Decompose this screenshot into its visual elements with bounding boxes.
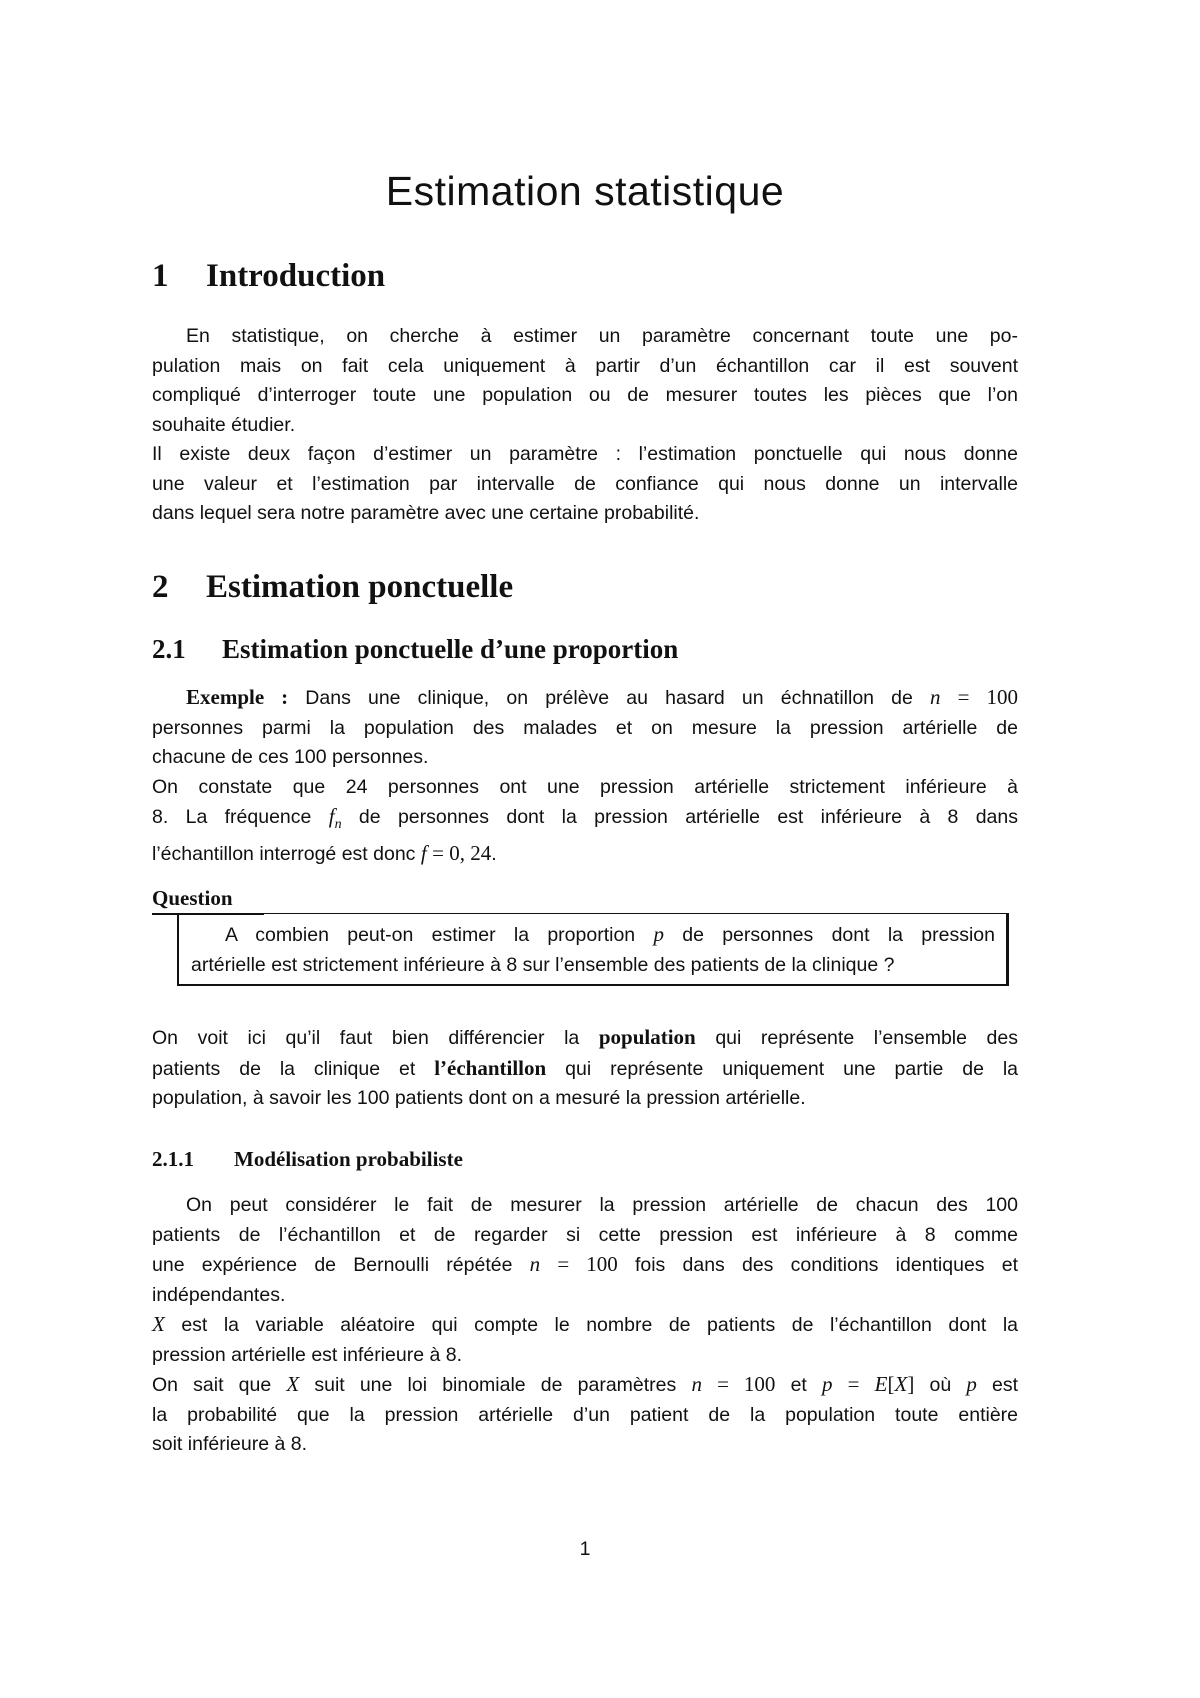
text-line: soit inférieure à 8. xyxy=(152,1433,308,1455)
section-2-heading xyxy=(152,569,513,606)
document-title: Estimation statistique xyxy=(385,168,785,214)
population-paragraph xyxy=(152,1023,1018,1114)
text-line: patients de l’échantillon et de regarder si cette pression est inférieure à 8 comme xyxy=(152,1223,1018,1246)
text-line: On sait que X suit une loi binomiale de paramètres n = 100 et p = E[X] où p est xyxy=(152,1372,1018,1396)
subsection-title: Estimation ponctuelle d’une proportion xyxy=(222,634,679,664)
text-line: indépendantes. xyxy=(152,1283,286,1306)
text-line: On voit ici qu’il faut bien différencier la population qui représente l’ensemble des xyxy=(152,1025,1018,1049)
text-line: chacune de ces 100 personnes. xyxy=(152,746,429,768)
model-paragraph xyxy=(152,1191,1018,1460)
example-label: Exemple : xyxy=(186,685,289,709)
section-title: Introduction xyxy=(206,258,386,294)
question-box xyxy=(177,913,1009,986)
subsubsection-title: Modélisation probabiliste xyxy=(234,1147,463,1171)
text-line: Il existe deux façon d’estimer un paramètre : l’estimation ponctuelle qui nous donne xyxy=(152,443,1018,465)
subsubsection-2-1-1-heading xyxy=(152,1147,463,1172)
page-number: 1 xyxy=(579,1538,591,1560)
text-line: On constate que 24 personnes ont une pression artérielle strictement inférieure à xyxy=(152,775,1018,798)
section-number: 2 xyxy=(152,569,169,605)
text-line: Exemple : Dans une clinique, on prélève au hasard un échnatillon de n = 100 xyxy=(186,685,1019,709)
section-number: 1 xyxy=(152,258,169,294)
section-title: Estimation ponctuelle xyxy=(206,569,514,605)
text-line: artérielle est strictement inférieure à 8 sur l’ensemble des patients de la clinique ? xyxy=(191,953,895,976)
text-line: dans lequel sera notre paramètre avec une certaine probabilité. xyxy=(152,502,700,524)
text-line: une expérience de Bernoulli répétée n = 100 fois dans des conditions identiques et xyxy=(152,1252,1019,1276)
text-line: personnes parmi la population des malades et on mesure la pression artérielle de xyxy=(152,716,1018,739)
intro-paragraph xyxy=(152,322,1018,529)
text-line: l’échantillon interrogé est donc f = 0, 24. xyxy=(152,841,497,866)
text-line: 8. La fréquence $f_n$ de personnes dont la pression artérielle est inférieure à 8 dans xyxy=(152,804,1018,832)
subsubsection-number: 2.1.1 xyxy=(152,1147,194,1171)
subsection-number: 2.1 xyxy=(152,634,186,664)
document-page xyxy=(152,0,1018,1698)
example-paragraph xyxy=(152,683,1018,870)
subsection-2-1-heading xyxy=(152,634,678,665)
question-text xyxy=(191,920,995,980)
text-line: pression artérielle est inférieure à 8. xyxy=(152,1343,462,1366)
text-line: En statistique, on cherche à estimer un paramètre concernant toute une po- xyxy=(186,325,1018,347)
text-line: A combien peut-on estimer la proportion p de personnes dont la pression xyxy=(225,922,995,946)
text-line: pulation mais on fait cela uniquement à partir d’un échantillon car il est souvent xyxy=(152,354,1018,377)
text-line: patients de la clinique et l’échantillon qui représente uniquement une partie de la xyxy=(152,1055,1019,1080)
text-line: On peut considérer le fait de mesurer la pression artérielle de chacun des 100 xyxy=(186,1194,1018,1216)
text-line: population, à savoir les 100 patients dont on a mesuré la pression artérielle. xyxy=(152,1087,806,1109)
text-line: la probabilité que la pression artérielle d’un patient de la population toute entière xyxy=(152,1403,1018,1426)
text-line: une valeur et l’estimation par intervalle de confiance qui nous donne un intervalle xyxy=(152,472,1018,495)
text-line: compliqué d’interroger toute une population ou de mesurer toutes les pièces que l’on xyxy=(152,384,1018,406)
text-line: souhaite étudier. xyxy=(152,413,296,436)
text-line: X est la variable aléatoire qui compte le nombre de patients de l’échantillon dont la xyxy=(152,1312,1018,1336)
question-label: Question xyxy=(152,886,233,910)
section-1-heading xyxy=(152,258,385,295)
